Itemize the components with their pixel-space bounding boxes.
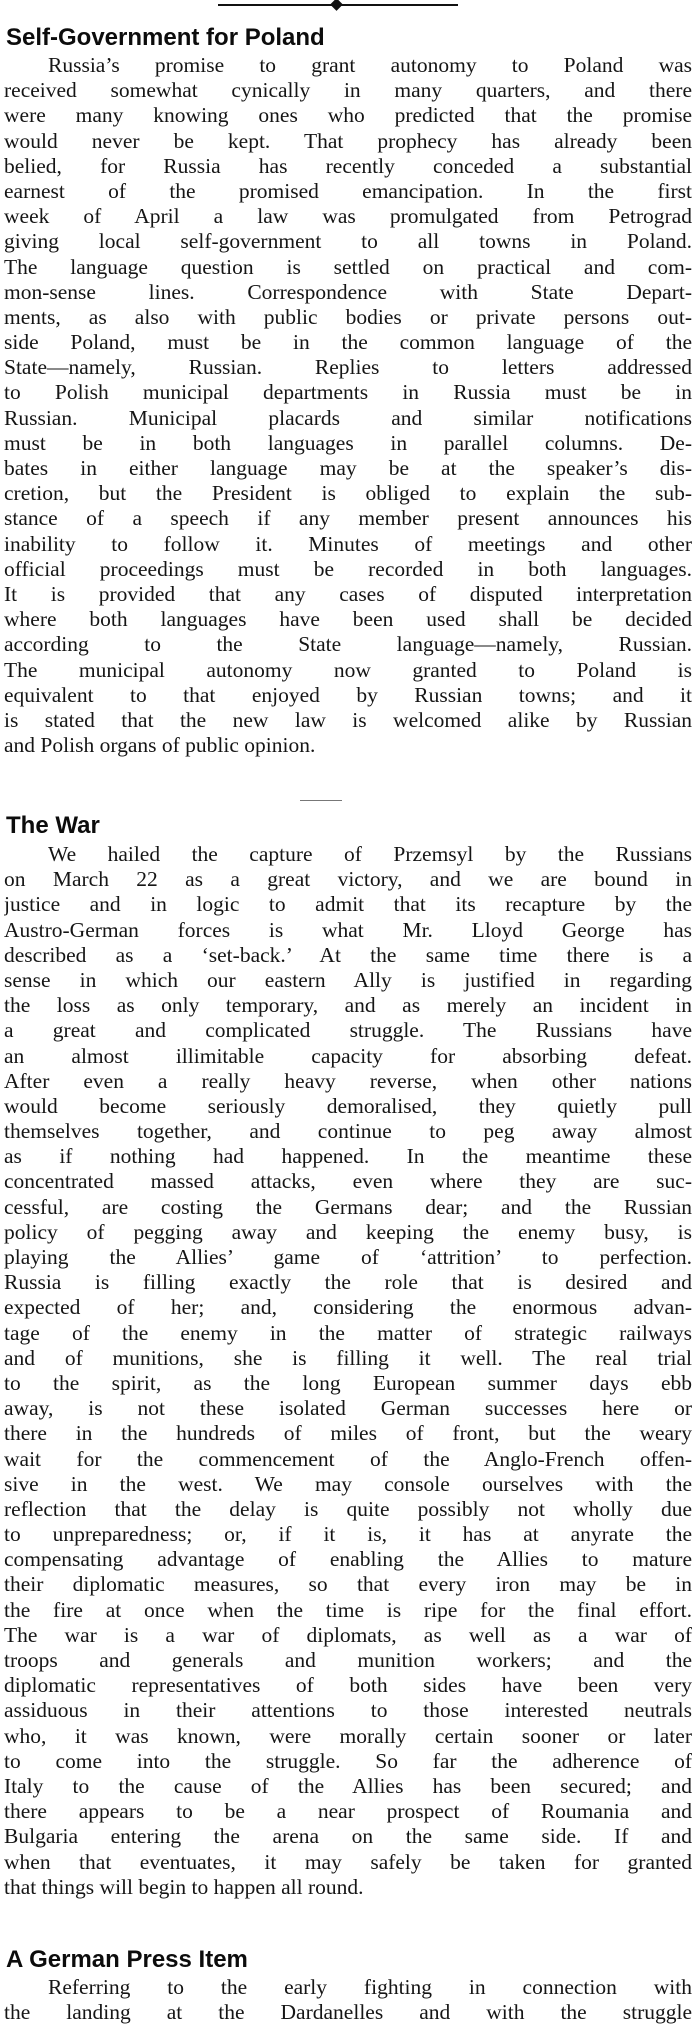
text-line: Russia is filling exactly the role that is desired and [4, 1270, 692, 1295]
text-line: is stated that the new law is welcomed alike by Russian [4, 707, 692, 732]
text-line: The municipal autonomy now granted to Poland is [4, 657, 692, 682]
text-line: would become seriously demoralised, they quietly pull [4, 1093, 692, 1118]
text-line: Russia’s promise to grant autonomy to Poland was [48, 53, 692, 77]
text-line: were many knowing ones who predicted that the promise [4, 103, 692, 128]
text-line: on March 22 as a great victory, and we are bound in [4, 867, 692, 892]
text-line: diplomatic representatives of both sides have been very [4, 1673, 692, 1698]
text-line: tage of the enemy in the matter of strategic railways [4, 1320, 692, 1345]
text-line: Referring to the early fighting in connection with [48, 1975, 692, 1999]
text-line: when that eventuates, it may safely be taken for granted [4, 1849, 692, 1874]
text-line: belied, for Russia has recently conceded a substantial [4, 153, 692, 178]
text-line: playing the Allies’ game of ‘attrition’ to perfection. [4, 1245, 692, 1269]
text-line: Bulgaria entering the arena on the same side. If and [4, 1824, 692, 1849]
section-heading: The War [6, 812, 100, 839]
text-line: After even a really heavy reverse, when other nations [4, 1068, 692, 1093]
text-line: that things will begin to happen all round. [4, 1874, 364, 1899]
text-line: the fire at once when the time is ripe for the final effort. [4, 1597, 692, 1622]
text-line: Russian. Municipal placards and similar notifications [4, 405, 692, 430]
text-line: and Polish organs of public opinion. [4, 733, 316, 758]
text-line: where both languages have been used shall be decided [4, 607, 692, 632]
text-line: justice and in logic to admit that its recapture by the [4, 892, 692, 917]
text-line: It is provided that any cases of disputed interpretation [4, 581, 692, 606]
text-line: sive in the west. We may console ourselves with the [4, 1471, 692, 1496]
text-line: earnest of the promised emancipation. In the first [4, 178, 692, 203]
text-line: The war is a war of diplomats, as well as a war of [4, 1622, 692, 1647]
text-line: side Poland, must be in the common language of the [4, 330, 692, 355]
text-line: would never be kept. That prophecy has already been [4, 128, 692, 153]
section-body [4, 53, 692, 758]
diamond-ornament-icon [330, 0, 343, 11]
text-line: policy of pegging away and keeping the enemy busy, is [4, 1219, 692, 1244]
text-line: Austro-German forces is what Mr. Lloyd George has [4, 917, 692, 942]
text-line: mon-sense lines. Correspondence with State Depart- [4, 279, 692, 304]
text-line: wait for the commencement of the Anglo-French offen- [4, 1446, 692, 1471]
text-line: State—namely, Russian. Replies to letters addressed [4, 355, 692, 380]
text-line: official proceedings must be recorded in both languages. [4, 556, 692, 581]
text-line: their diplomatic measures, so that every iron may be in [4, 1572, 692, 1597]
text-line: who, it was known, were morally certain sooner or later [4, 1723, 692, 1748]
text-line: equivalent to that enjoyed by Russian towns; and it [4, 682, 692, 707]
section-heading: A German Press Item [6, 1946, 248, 1973]
section-body [4, 1975, 692, 2025]
text-line: reflection that the delay is quite possibly not wholly due [4, 1496, 692, 1521]
text-line: inability to follow it. Minutes of meetings and other [4, 531, 692, 556]
text-line: stance of a speech if any member present announces his [4, 506, 692, 531]
text-line: and of munitions, she is filling it well. The real trial [4, 1345, 692, 1370]
text-line: We hailed the capture of Przemsyl by the Russians [48, 842, 692, 866]
text-line: The language question is settled on practical and com- [4, 254, 692, 279]
text-line: there in the hundreds of miles of front, but the weary [4, 1421, 692, 1446]
decorative-rule [218, 0, 458, 12]
text-line: cessful, are costing the Germans dear; and the Russian [4, 1194, 692, 1219]
text-line: to come into the struggle. So far the adherence of [4, 1748, 692, 1773]
text-line: must be in both languages in parallel columns. De- [4, 430, 692, 455]
text-line: received somewhat cynically in many quarters, and there [4, 78, 692, 103]
text-line: a great and complicated struggle. The Russians have [4, 1018, 692, 1043]
section-body [4, 842, 692, 1900]
text-line: there appears to be a near prospect of Roumania and [4, 1799, 692, 1824]
text-line: the loss as only temporary, and as merely an incident in [4, 993, 692, 1018]
text-line: to unpreparedness; or, if it is, it has at anyrate the [4, 1522, 692, 1547]
text-line: to the spirit, as the long European summer days ebb [4, 1370, 692, 1395]
text-line: away, is not these isolated German successes here or [4, 1396, 692, 1421]
text-line: cretion, but the President is obliged to explain the sub- [4, 481, 692, 506]
text-line: troops and generals and munition workers; and the [4, 1648, 692, 1672]
text-line: giving local self-government to all towns in Poland. [4, 229, 692, 254]
text-line: week of April a law was promulgated from Petrograd [4, 204, 692, 229]
text-line: themselves together, and continue to peg away almost [4, 1119, 692, 1144]
section-divider [300, 800, 342, 801]
text-line: an almost illimitable capacity for absorbing defeat. [4, 1043, 692, 1068]
text-line: as if nothing had happened. In the meantime these [4, 1144, 692, 1169]
text-line: concentrated massed attacks, even where they are suc- [4, 1169, 692, 1194]
text-line: assiduous in their attentions to those interested neutrals [4, 1698, 692, 1723]
text-line: bates in either language may be at the speaker’s dis- [4, 456, 692, 480]
text-line: the landing at the Dardanelles and with the struggle [4, 2000, 692, 2025]
text-line: according to the State language—namely, Russian. [4, 632, 692, 657]
text-line: ments, as also with public bodies or private persons out- [4, 304, 692, 329]
text-line: sense in which our eastern Ally is justified in regarding [4, 967, 692, 992]
text-line: Italy to the cause of the Allies has been secured; and [4, 1773, 692, 1798]
text-line: expected of her; and, considering the enormous advan- [4, 1295, 692, 1320]
text-line: to Polish municipal departments in Russia must be in [4, 380, 692, 405]
text-line: described as a ‘set-back.’ At the same time there is a [4, 942, 692, 967]
section-heading: Self-Government for Poland [6, 24, 325, 51]
text-line: compensating advantage of enabling the Allies to mature [4, 1547, 692, 1572]
